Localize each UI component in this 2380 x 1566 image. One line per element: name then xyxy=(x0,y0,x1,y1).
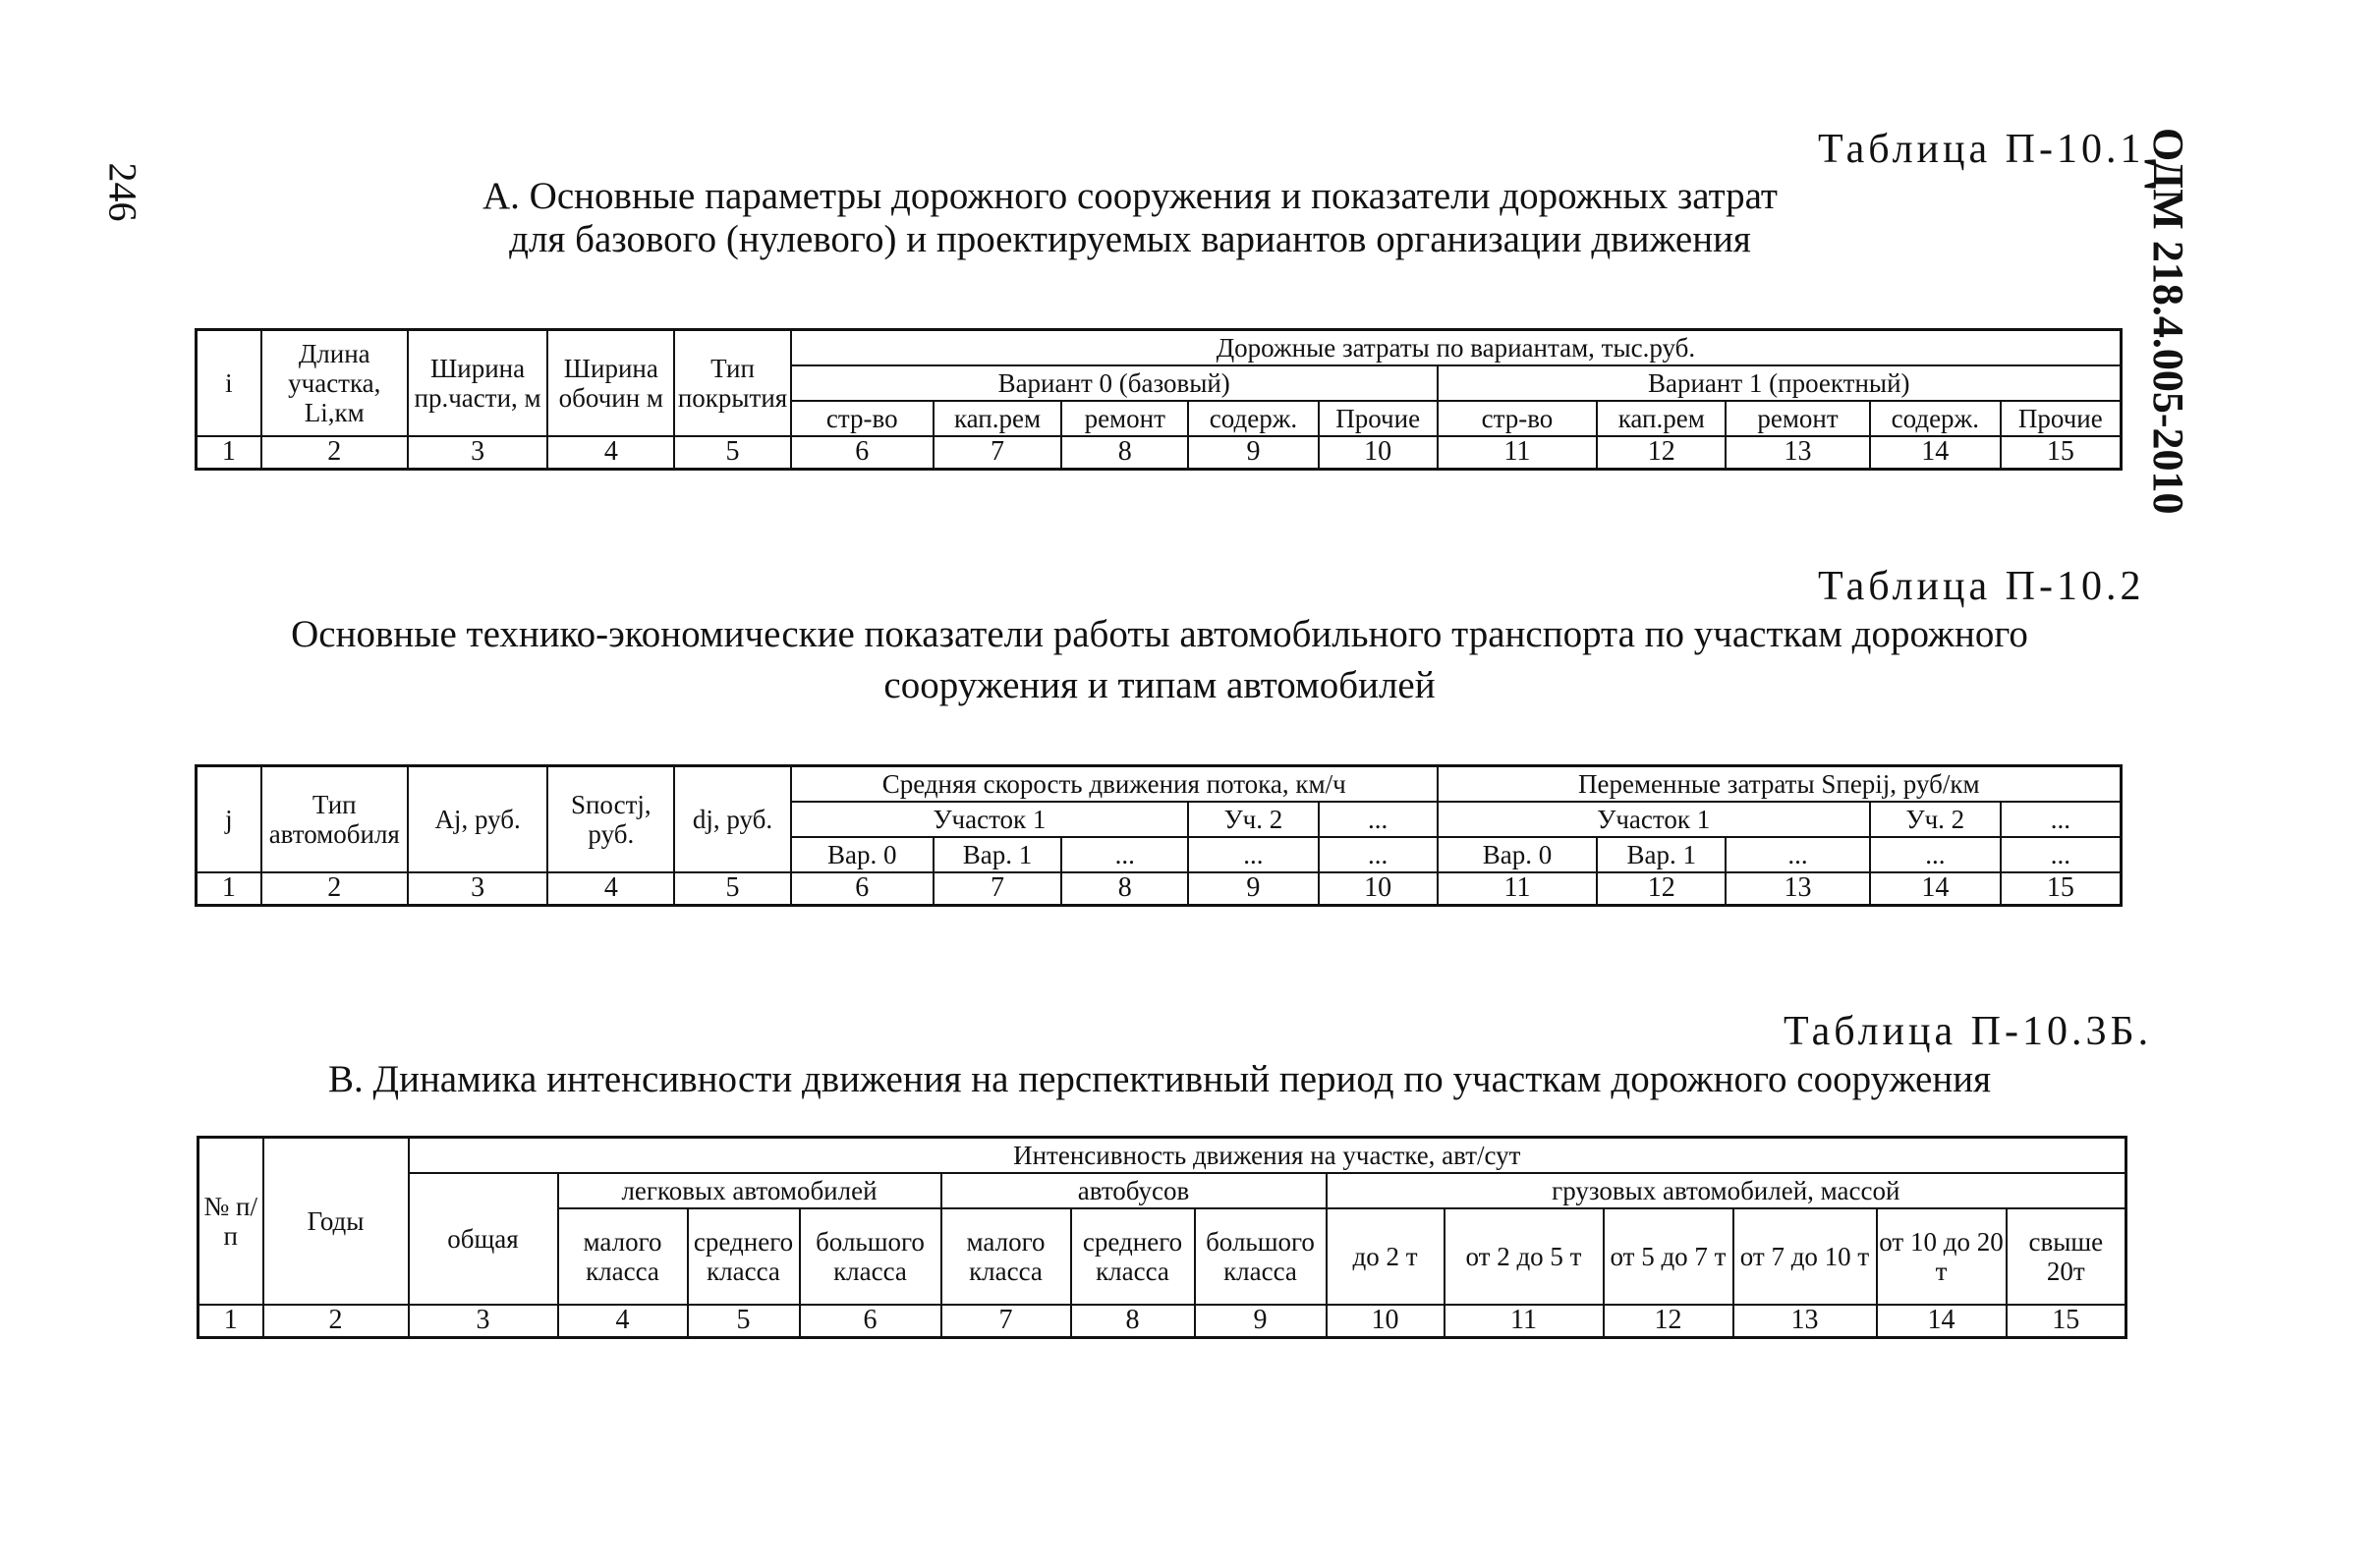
table1-title-line2: для базового (нулевого) и проектируемых вариантов организации движения xyxy=(509,218,1751,260)
table3-label: Таблица П-10.3Б. xyxy=(1784,1009,2153,1054)
table1 xyxy=(195,328,2123,471)
table1-title-line1: А. Основные параметры дорожного сооружения и показатели дорожных затрат xyxy=(482,175,1778,217)
t1-num: 1 xyxy=(197,436,261,470)
t3-cars-large: большого класса xyxy=(800,1208,941,1305)
t2-ellipsis-cell: ... xyxy=(1188,837,1319,872)
t1-sub-col: ремонт xyxy=(1061,401,1188,436)
table3-title: В. Динамика интенсивности движения на перспективный период по участкам дорожного сооружения xyxy=(327,1058,1992,1100)
t3-head-intensity: Интенсивность движения на участке, авт/сут xyxy=(409,1138,2126,1173)
t2-num: 14 xyxy=(1870,872,2001,906)
t1-sub-col: Прочие xyxy=(1319,401,1438,436)
t2-head-dj: dj, руб. xyxy=(674,766,791,872)
table1-label: Таблица П-10.1 xyxy=(1818,127,2145,172)
t3-num: 3 xyxy=(409,1305,558,1338)
t3-cars-small: малого класса xyxy=(558,1208,688,1305)
t2-head-aj: Aj, руб. xyxy=(408,766,548,872)
t1-sub-col: стр-во xyxy=(791,401,934,436)
t1-num: 7 xyxy=(934,436,1062,470)
t2-num: 7 xyxy=(934,872,1062,906)
table2-title-line2: сооружения и типам автомобилей xyxy=(883,664,1436,706)
t2-head-snostj: Sпостj, руб. xyxy=(547,766,674,872)
t2-cost-ellipsis: ... xyxy=(2001,802,2122,837)
t2-num: 12 xyxy=(1597,872,1726,906)
page-number: 246 xyxy=(100,162,145,222)
t1-head-width-road: Ширина пр.части, м xyxy=(408,330,548,436)
t2-cost-section1: Участок 1 xyxy=(1438,802,1870,837)
t1-num: 15 xyxy=(2001,436,2122,470)
t2-ellipsis-cell: ... xyxy=(1726,837,1870,872)
t2-num: 5 xyxy=(674,872,791,906)
t1-head-costs: Дорожные затраты по вариантам, тыс.руб. xyxy=(791,330,2122,365)
t2-head-j: j xyxy=(197,766,261,872)
t2-ellipsis-cell: ... xyxy=(1319,837,1438,872)
t3-num: 5 xyxy=(688,1305,800,1338)
t1-num: 10 xyxy=(1319,436,1438,470)
t3-head-cars: легковых автомобилей xyxy=(558,1173,941,1208)
t1-num: 14 xyxy=(1870,436,2001,470)
t1-head-variant0: Вариант 0 (базовый) xyxy=(791,365,1438,401)
t2-cost-var0: Вар. 0 xyxy=(1438,837,1598,872)
table2-title-line1: Основные технико-экономические показатели работы автомобильного транспорта по участкам дорожного xyxy=(291,613,2028,655)
t1-sub-col: содерж. xyxy=(1188,401,1319,436)
t1-sub-col: стр-во xyxy=(1438,401,1598,436)
t2-num: 6 xyxy=(791,872,934,906)
t3-head-total: общая xyxy=(409,1173,558,1305)
t3-num: 6 xyxy=(800,1305,941,1338)
t3-num: 13 xyxy=(1733,1305,1877,1338)
t3-head-buses: автобусов xyxy=(941,1173,1327,1208)
t2-num: 3 xyxy=(408,872,548,906)
t1-num: 3 xyxy=(408,436,548,470)
t1-num: 4 xyxy=(547,436,674,470)
t3-num: 8 xyxy=(1071,1305,1195,1338)
t3-truck-4: от 7 до 10 т xyxy=(1733,1208,1877,1305)
t2-num: 10 xyxy=(1319,872,1438,906)
t2-cost-var1: Вар. 1 xyxy=(1597,837,1726,872)
t1-sub-col: ремонт xyxy=(1726,401,1870,436)
t3-num: 1 xyxy=(198,1305,263,1338)
t3-bus-small: малого класса xyxy=(941,1208,1071,1305)
t3-num: 2 xyxy=(263,1305,409,1338)
t3-bus-large: большого класса xyxy=(1195,1208,1327,1305)
t2-num: 11 xyxy=(1438,872,1598,906)
t3-truck-3: от 5 до 7 т xyxy=(1604,1208,1733,1305)
document-code: ОДМ 218.4.005-2010 xyxy=(2144,128,2192,515)
t2-ellipsis-cell: ... xyxy=(1061,837,1188,872)
t3-head-trucks: грузовых автомобилей, массой xyxy=(1327,1173,2126,1208)
t1-num: 12 xyxy=(1597,436,1726,470)
t3-num: 11 xyxy=(1445,1305,1604,1338)
t1-num: 13 xyxy=(1726,436,1870,470)
t3-head-no: № п/п xyxy=(198,1138,263,1305)
table3 xyxy=(197,1136,2127,1339)
t1-num: 9 xyxy=(1188,436,1319,470)
t1-num: 5 xyxy=(674,436,791,470)
t2-num: 2 xyxy=(261,872,408,906)
table2 xyxy=(195,764,2123,907)
t2-head-speed: Средняя скорость движения потока, км/ч xyxy=(791,766,1438,802)
t2-num: 13 xyxy=(1726,872,1870,906)
t1-head-length: Длина участка, Li,км xyxy=(261,330,408,436)
t2-head-varcost: Переменные затраты Sперij, руб/км xyxy=(1438,766,2122,802)
t3-num: 9 xyxy=(1195,1305,1327,1338)
t2-speed-section1: Участок 1 xyxy=(791,802,1188,837)
t2-num: 9 xyxy=(1188,872,1319,906)
t3-bus-medium: среднего класса xyxy=(1071,1208,1195,1305)
t3-num: 4 xyxy=(558,1305,688,1338)
t1-num: 6 xyxy=(791,436,934,470)
t2-speed-var0: Вар. 0 xyxy=(791,837,934,872)
t2-num: 15 xyxy=(2001,872,2122,906)
t1-number-row xyxy=(197,436,2122,470)
t3-num: 15 xyxy=(2007,1305,2126,1338)
t1-sub-col: кап.рем xyxy=(934,401,1062,436)
t3-truck-5: от 10 до 20 т xyxy=(1877,1208,2007,1305)
t2-num: 1 xyxy=(197,872,261,906)
t2-ellipsis-cell: ... xyxy=(2001,837,2122,872)
t3-cars-medium: среднего класса xyxy=(688,1208,800,1305)
t3-truck-2: от 2 до 5 т xyxy=(1445,1208,1604,1305)
t2-number-row xyxy=(197,872,2122,906)
t3-truck-1: до 2 т xyxy=(1327,1208,1445,1305)
t2-num: 8 xyxy=(1061,872,1188,906)
t2-cost-section2: Уч. 2 xyxy=(1870,802,2001,837)
t1-head-i: i xyxy=(197,330,261,436)
t1-sub-col: содерж. xyxy=(1870,401,2001,436)
t1-head-variant1: Вариант 1 (проектный) xyxy=(1438,365,2122,401)
table2-label: Таблица П-10.2 xyxy=(1818,564,2145,609)
t1-head-width-shoulder: Ширина обочин м xyxy=(547,330,674,436)
t3-num: 7 xyxy=(941,1305,1071,1338)
t3-number-row xyxy=(198,1305,2126,1338)
t3-num: 10 xyxy=(1327,1305,1445,1338)
t1-sub-col: Прочие xyxy=(2001,401,2122,436)
t3-truck-6: свыше 20т xyxy=(2007,1208,2126,1305)
t1-num: 11 xyxy=(1438,436,1598,470)
t1-num: 8 xyxy=(1061,436,1188,470)
t3-num: 14 xyxy=(1877,1305,2007,1338)
t3-head-years: Годы xyxy=(263,1138,409,1305)
t1-head-surface: Тип покрытия xyxy=(674,330,791,436)
t2-num: 4 xyxy=(547,872,674,906)
t2-speed-section2: Уч. 2 xyxy=(1188,802,1319,837)
t2-speed-ellipsis: ... xyxy=(1319,802,1438,837)
t1-sub-col: кап.рем xyxy=(1597,401,1726,436)
t2-head-type: Тип автомобиля xyxy=(261,766,408,872)
t2-speed-var1: Вар. 1 xyxy=(934,837,1062,872)
t3-num: 12 xyxy=(1604,1305,1733,1338)
t2-ellipsis-cell: ... xyxy=(1870,837,2001,872)
t1-num: 2 xyxy=(261,436,408,470)
